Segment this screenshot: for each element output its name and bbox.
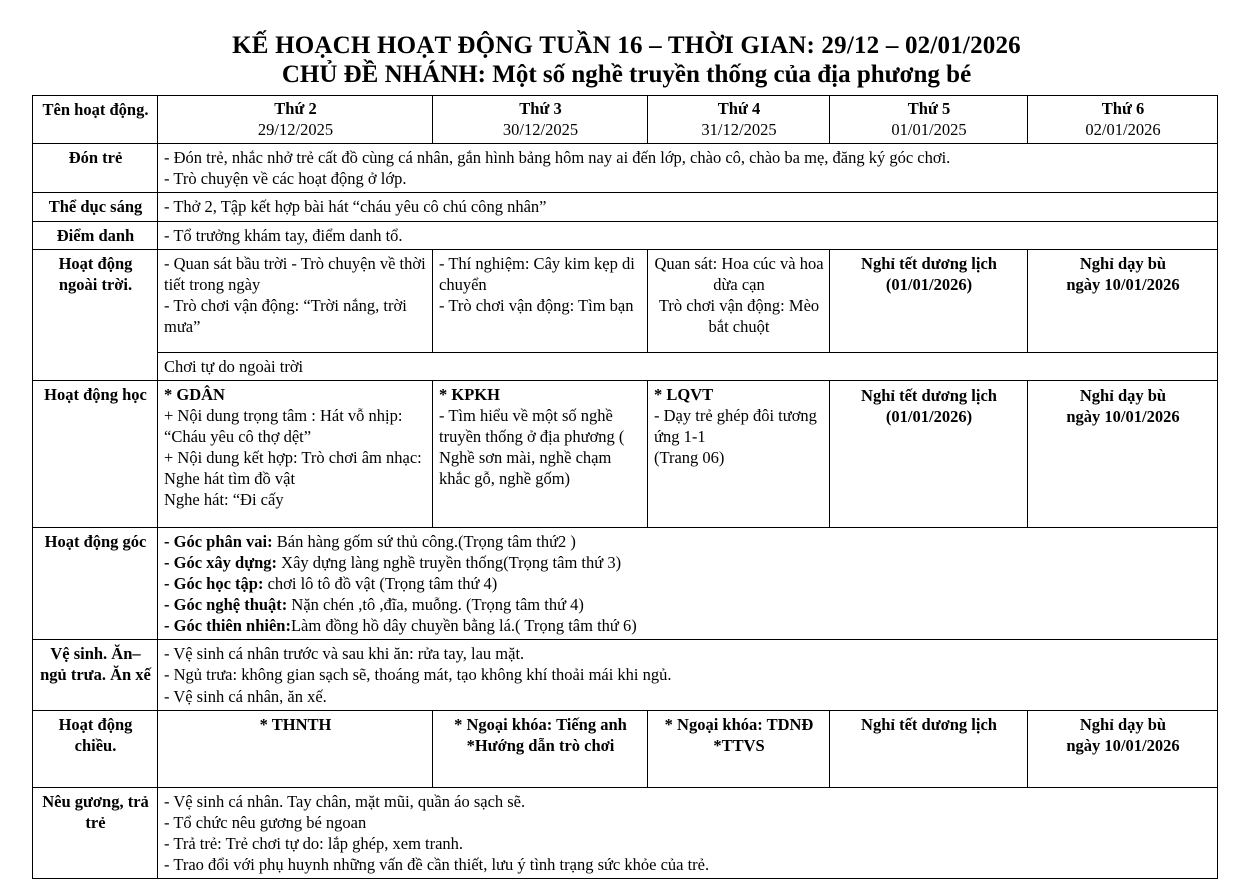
page-title: KẾ HOẠCH HOẠT ĐỘNG TUẦN 16 – THỜI GIAN: 29/12 – 02/01/2026 (232, 32, 1021, 59)
hoat-dong-hoc-mon-line-1: + Nội dung trọng tâm : Hát vỗ nhịp: “Cháu yêu cô thợ dệt” (164, 405, 403, 447)
header-day-2 (433, 96, 648, 144)
hoat-dong-hoc-thu (830, 380, 1028, 527)
header-day-2-name: Thứ 3 (519, 99, 562, 118)
row-content-diem-danh (158, 221, 1218, 249)
header-activity-col (33, 96, 158, 144)
diem-danh-line-1: - Tổ trưởng khám tay, điểm danh tổ. (164, 225, 403, 245)
hoat-dong-hoc-fri (1028, 380, 1218, 527)
row-content-hoat-dong-goc (158, 527, 1218, 640)
ngoai-troi-tue (433, 249, 648, 352)
hoat-dong-chieu-tue (433, 710, 648, 787)
goc-item-4 (164, 594, 1212, 615)
ngoai-troi-fri-line-2: ngày 10/01/2026 (1066, 274, 1180, 294)
row-diem-danh (33, 221, 1218, 249)
row-label-don-tre: Đón trẻ (33, 144, 158, 193)
ve-sinh-line-2: - Ngủ trưa: không gian sạch sẽ, thoáng mát, tạo không khí thoải mái khi ngủ. (164, 665, 672, 685)
hoat-dong-hoc-thu-line-1: Nghỉ tết dương lịch (861, 385, 997, 405)
hoat-dong-chieu-wed-line-2: *TTVS (713, 735, 765, 755)
row-label-ngoai-troi: Hoạt động ngoài trời. (33, 249, 158, 380)
row-neu-guong (33, 787, 1218, 878)
ngoai-troi-wed (648, 249, 830, 352)
header-activity-label: Tên hoạt động. (42, 100, 149, 119)
row-label-the-duc-sang: Thể dục sáng (33, 193, 158, 221)
row-label-ve-sinh: Vệ sinh. Ăn– ngủ trưa. Ăn xế (33, 640, 158, 710)
hoat-dong-hoc-fri-line-2: ngày 10/01/2026 (1066, 406, 1180, 426)
goc-item-4-label: - Góc nghệ thuật: (164, 595, 288, 615)
hoat-dong-hoc-mon (158, 380, 433, 527)
hoat-dong-hoc-tue-line-1: - Tìm hiểu về một số nghề truyền thống ở địa phương ( Nghề sơn mài, nghề chạm khắc gỗ, nghề gốm) (439, 405, 625, 489)
header-day-3-date: 31/12/2025 (701, 119, 777, 139)
hoat-dong-hoc-wed-line-1: - Dạy trẻ ghép đôi tương ứng 1-1 (654, 405, 817, 447)
ve-sinh-line-3: - Vệ sinh cá nhân, ăn xế. (164, 686, 327, 706)
ngoai-troi-wed-line-1: Quan sát: Hoa cúc và hoa dừa cạn (654, 253, 824, 294)
hoat-dong-chieu-mon-text: * THNTH (259, 714, 332, 734)
don-tre-line-1: - Đón trẻ, nhắc nhở trẻ cất đồ cùng cá nhân, gắn hình bảng hôm nay ai đến lớp, chào cô, chào ba mẹ, đăng ký góc chơi. (164, 148, 951, 168)
weekly-plan-table (32, 95, 1218, 879)
hoat-dong-chieu-tue-line-2: *Hướng dẫn trò chơi (466, 735, 615, 755)
ngoai-troi-fri (1028, 249, 1218, 352)
goc-item-2-text: Xây dựng làng nghề truyền thống(Trọng tâm thứ 3) (277, 552, 622, 572)
neu-guong-line-2: - Tổ chức nêu gương bé ngoan (164, 812, 367, 832)
the-duc-sang-line-1: - Thở 2, Tập kết hợp bài hát “cháu yêu cô chú công nhân” (164, 197, 547, 217)
choi-tu-do-text: Chơi tự do ngoài trời (164, 356, 304, 376)
hoat-dong-chieu-fri-line-2: ngày 10/01/2026 (1066, 735, 1180, 755)
row-ve-sinh (33, 640, 1218, 710)
goc-item-1-text: Bán hàng gốm sứ thủ công.(Trọng tâm thứ2 ) (272, 531, 576, 551)
goc-item-2 (164, 552, 1212, 573)
row-content-ve-sinh (158, 640, 1218, 710)
header-day-1-date: 29/12/2025 (257, 119, 334, 139)
hoat-dong-hoc-fri-line-1: Nghỉ dạy bù (1079, 385, 1167, 405)
ngoai-troi-wed-line-2: Trò chơi vận động: Mèo bắt chuột (658, 295, 820, 337)
header-day-5-name: Thứ 6 (1101, 99, 1145, 118)
hoat-dong-chieu-fri-line-1: Nghỉ dạy bù (1079, 714, 1167, 734)
goc-item-2-label: - Góc xây dựng: (164, 552, 278, 572)
row-label-hoat-dong-goc: Hoạt động góc (33, 527, 158, 640)
row-hoat-dong-hoc (33, 380, 1218, 527)
row-label-hoat-dong-hoc: Hoạt động học (33, 380, 158, 527)
row-content-the-duc-sang (158, 193, 1218, 221)
goc-item-1 (164, 531, 1212, 552)
header-day-1 (158, 96, 433, 144)
header-day-3-name: Thứ 4 (717, 99, 761, 118)
hoat-dong-hoc-thu-line-2: (01/01/2026) (885, 406, 973, 426)
hoat-dong-hoc-mon-line-3: Nghe hát: “Đi cấy (164, 490, 284, 510)
header-day-2-date: 30/12/2025 (502, 119, 579, 139)
ngoai-troi-thu (830, 249, 1028, 352)
hoat-dong-chieu-tue-line-1: * Ngoại khóa: Tiếng anh (454, 714, 627, 734)
hoat-dong-chieu-fri (1028, 710, 1218, 787)
table-header-row (33, 96, 1218, 144)
neu-guong-line-1: - Vệ sinh cá nhân. Tay chân, mặt mũi, quần áo sạch sẽ. (164, 791, 526, 811)
goc-item-3 (164, 573, 1212, 594)
goc-item-3-text: chơi lô tô đồ vật (Trọng tâm thứ 4) (263, 574, 498, 594)
row-content-don-tre (158, 144, 1218, 193)
header-day-3 (648, 96, 830, 144)
row-the-duc-sang (33, 193, 1218, 221)
goc-item-5 (164, 615, 1212, 636)
ngoai-troi-tue-line-1: - Thí nghiệm: Cây kim kẹp di chuyển (439, 253, 635, 294)
ngoai-troi-thu-line-2: (01/01/2026) (885, 274, 973, 294)
hoat-dong-hoc-tue (433, 380, 648, 527)
row-hoat-dong-ngoai-troi (33, 249, 1218, 352)
row-hoat-dong-goc (33, 527, 1218, 640)
ve-sinh-line-1: - Vệ sinh cá nhân trước và sau khi ăn: rửa tay, lau mặt. (164, 644, 525, 664)
header-day-4-name: Thứ 5 (907, 99, 951, 118)
ngoai-troi-mon-line-1: - Quan sát bầu trời - Trò chuyện về thời tiết trong ngày (164, 253, 426, 294)
goc-item-3-label: - Góc học tập: (164, 574, 264, 594)
ngoai-troi-mon (158, 249, 433, 352)
document-titles (0, 0, 1253, 89)
hoat-dong-hoc-mon-title: * GDÂN (164, 384, 225, 404)
hoat-dong-hoc-tue-title: * KPKH (439, 384, 500, 404)
ngoai-troi-tue-line-2: - Trò chơi vận động: Tìm bạn (439, 295, 634, 315)
row-don-tre (33, 144, 1218, 193)
row-label-hoat-dong-chieu: Hoạt động chiều. (33, 710, 158, 787)
hoat-dong-chieu-mon (158, 710, 433, 787)
don-tre-line-2: - Trò chuyện về các hoạt động ở lớp. (164, 169, 407, 189)
neu-guong-line-4: - Trao đổi với phụ huynh những vấn đề cần thiết, lưu ý tình trạng sức khỏe của trẻ. (164, 855, 710, 874)
hoat-dong-chieu-wed-line-1: * Ngoại khóa: TDNĐ (664, 714, 814, 734)
goc-item-4-text: Nặn chén ,tô ,đĩa, muỗng. (Trọng tâm thứ 4) (287, 595, 584, 615)
hoat-dong-hoc-mon-line-2: + Nội dung kết hợp: Trò chơi âm nhạc: Nghe hát tìm đồ vật (164, 448, 422, 489)
header-day-4-date: 01/01/2025 (891, 119, 967, 139)
choi-tu-do-content (158, 352, 1218, 380)
hoat-dong-hoc-wed-line-2: (Trang 06) (654, 448, 725, 468)
hoat-dong-chieu-thu (830, 710, 1028, 787)
header-day-4 (830, 96, 1028, 144)
header-day-5 (1028, 96, 1218, 144)
goc-item-5-label: - Góc thiên nhiên: (164, 616, 291, 636)
goc-item-5-text: Làm đồng hồ dây chuyền bằng lá.( Trọng tâm thứ 6) (290, 616, 637, 636)
hoat-dong-chieu-wed (648, 710, 830, 787)
page-subtitle: CHỦ ĐỀ NHÁNH: Một số nghề truyền thống của địa phương bé (281, 61, 972, 88)
row-label-diem-danh: Điểm danh (33, 221, 158, 249)
hoat-dong-hoc-wed-title: * LQVT (654, 384, 714, 404)
row-hoat-dong-chieu (33, 710, 1218, 787)
ngoai-troi-thu-line-1: Nghỉ tết dương lịch (861, 253, 997, 273)
header-day-1-name: Thứ 2 (274, 99, 317, 118)
ngoai-troi-mon-line-2: - Trò chơi vận động: “Trời nắng, trời mưa” (164, 295, 407, 337)
neu-guong-line-3: - Trả trẻ: Trẻ chơi tự do: lắp ghép, xem tranh. (164, 833, 464, 853)
ngoai-troi-fri-line-1: Nghỉ dạy bù (1079, 253, 1167, 273)
hoat-dong-hoc-wed (648, 380, 830, 527)
row-choi-tu-do (33, 352, 1218, 380)
goc-item-1-label: - Góc phân vai: (164, 531, 273, 551)
hoat-dong-chieu-thu-text: Nghỉ tết dương lịch (861, 714, 997, 734)
header-day-5-date: 02/01/2026 (1085, 119, 1161, 139)
row-label-neu-guong: Nêu gương, trả trẻ (33, 787, 158, 878)
row-content-neu-guong (158, 787, 1218, 878)
